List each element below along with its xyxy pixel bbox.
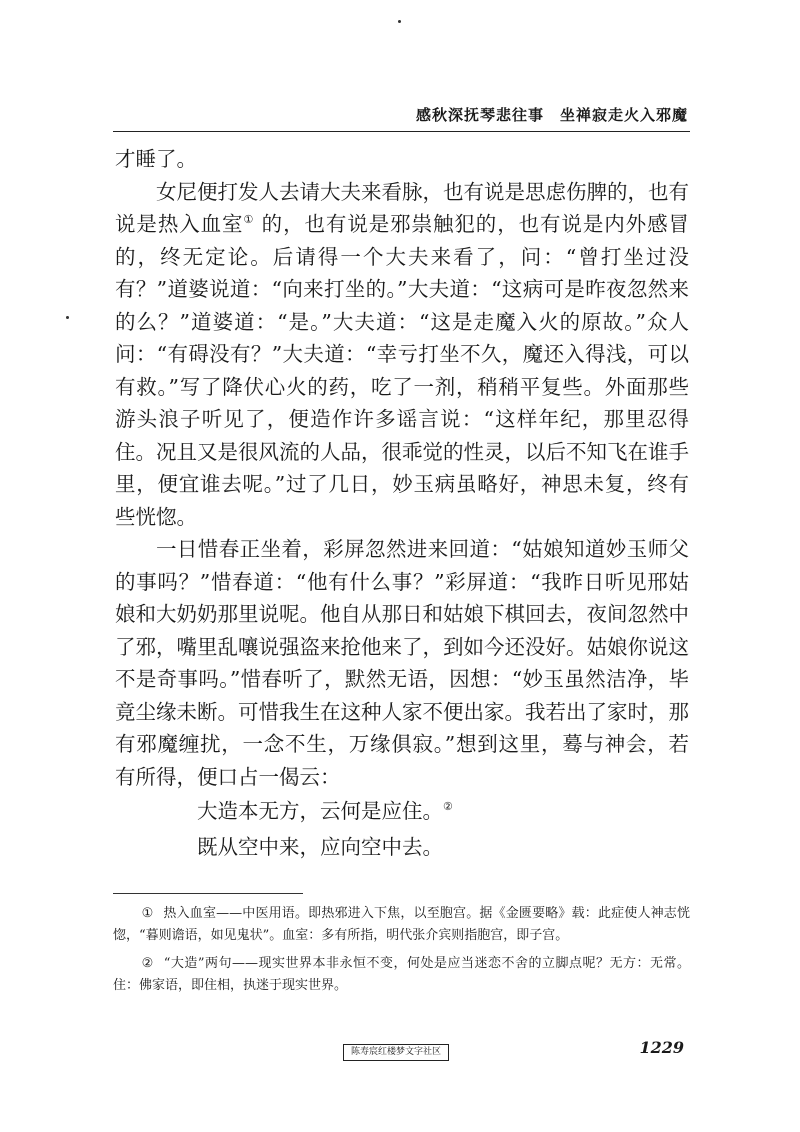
footnotes <box>113 903 690 1003</box>
footnote-1-text: 热入血室——中医用语。即热邪进入下焦，以至胞宫。据《金匮要略》载：此症使人神志恍惚，“暮则谵语，如见鬼状”。血室：多有所指，明代张介宾则指胞宫，即子宫。 <box>113 906 690 943</box>
header-title-left: 感秋深抚琴悲往事 <box>415 106 544 124</box>
footnote-ref-2: ② <box>443 800 453 814</box>
footnote-ref-1: ① <box>243 213 255 227</box>
header-rule <box>113 131 690 132</box>
page-number: 1229 <box>639 1038 684 1057</box>
paragraph-2 <box>115 176 689 534</box>
scan-speck <box>398 20 401 23</box>
footnote-2 <box>113 953 690 997</box>
footnote-1 <box>113 903 690 947</box>
header-title-right: 坐禅寂走火入邪魔 <box>559 106 688 124</box>
running-header <box>118 104 688 125</box>
footnote-rule <box>113 893 303 894</box>
verse-line-1 <box>197 793 689 829</box>
footnote-2-text: “大造”两句——现实世界本非永恒不变，何处是应当迷恋不舍的立脚点呢？无方：无常。住：佛家语，即住相，执迷于现实世界。 <box>113 956 690 993</box>
source-stamp: 陈寿宸红楼梦文字社区 <box>343 1044 449 1061</box>
paragraph-2-start: 女尼便打发人去请大夫来看脉，也有说是思虑伤脾的，也有说是热入血室 <box>115 179 689 236</box>
verse-block <box>115 793 689 865</box>
verse-line-1-text: 大造本无方，云何是应住。 <box>197 799 443 823</box>
footnote-1-marker: ① <box>141 906 154 921</box>
verse-line-2: 既从空中来，应向空中去。 <box>197 835 443 859</box>
paragraph-3: 一日惜春正坐着，彩屏忽然进来回道：“姑娘知道妙玉师父的事吗？”惜春道：“他有什么事？”彩屏道：“我昨日听见邢姑娘和大奶奶那里说呢。他自从那日和姑娘下棋回去，夜间忽然中了邪，嘴里乱嚷说强盗来抢他来了，到如今还没好。姑娘你说这不是奇事吗。”惜春听了，默然无语，因想：“妙玉虽然洁净，毕竟尘缘未断。可惜我生在这种人家不便出家。我若出了家时，那有邪魔缠扰，一念不生，万缘俱寂。”想到这里，蓦与神会，若有所得，便口占一偈云： <box>115 537 689 789</box>
main-text <box>115 143 689 865</box>
scan-speck <box>66 316 69 319</box>
paragraph-1: 才睡了。 <box>115 147 197 171</box>
footnote-2-marker: ② <box>141 956 154 971</box>
paragraph-2-rest: 的，也有说是邪祟触犯的，也有说是内外感冒的，终无定论。后请得一个大夫来看了，问：“曾打坐过没有？”道婆说道：“向来打坐的。”大夫道：“这病可是昨夜忽然来的么？”道婆道：“是。”大夫道：“这是走魔入火的原故。”众人问：“有碍没有？”大夫道：“幸亏打坐不久，魔还入得浅，可以有救。”写了降伏心火的药，吃了一剂，稍稍平复些。外面那些游头浪子听见了，便造作许多谣言说：“这样年纪，那里忍得住。况且又是很风流的人品，很乖觉的性灵，以后不知飞在谁手里，便宜谁去呢。”过了几日，妙玉病虽略好，神思未复，终有些恍惚。 <box>115 212 689 529</box>
